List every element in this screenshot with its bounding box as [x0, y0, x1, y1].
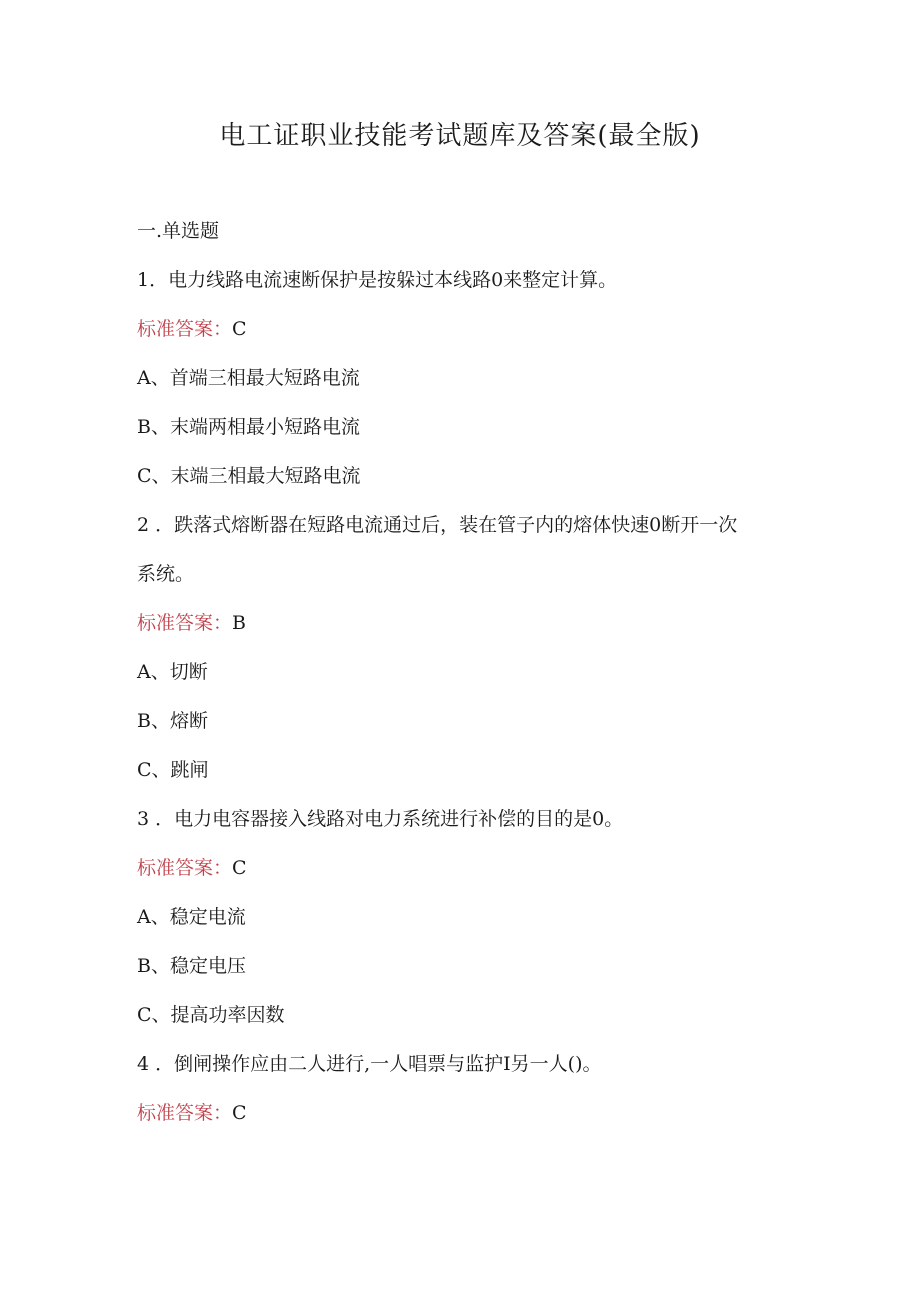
answer-label: 标准答案： [137, 612, 233, 634]
answer-value: C [232, 1102, 247, 1124]
question-3-option-c: C、提高功率因数 [137, 1004, 285, 1026]
answer-value: C [232, 318, 247, 340]
question-2-option-c: C、跳闸 [137, 759, 209, 781]
answer-value: C [232, 857, 247, 879]
answer-label: 标准答案： [137, 857, 233, 879]
section-heading: 一.单选题 [137, 220, 220, 242]
question-3-option-b: B、稳定电压 [137, 955, 246, 977]
answer-label: 标准答案： [137, 1102, 233, 1124]
question-2-answer [137, 608, 246, 638]
question-2-text-line-1: 2 ．跌落式熔断器在短路电流通过后，装在管子内的熔体快速0断开一次 [137, 514, 738, 536]
question-3-answer [137, 853, 247, 883]
question-1-text: 1．电力线路电流速断保护是按躲过本线路0来整定计算。 [137, 269, 618, 291]
question-1-option-a: A、首端三相最大短路电流 [137, 367, 360, 389]
question-1-option-c: C、末端三相最大短路电流 [137, 465, 361, 487]
answer-label: 标准答案： [137, 318, 233, 340]
question-2-option-a: A、切断 [137, 661, 208, 683]
answer-value: B [232, 612, 246, 634]
question-3-text: 3 ．电力电容器接入线路对电力系统进行补偿的目的是0。 [137, 808, 624, 830]
question-1-option-b: B、末端两相最小短路电流 [137, 416, 360, 438]
question-2-option-b: B、熔断 [137, 710, 208, 732]
question-1-answer [137, 314, 247, 344]
question-2-text-line-2: 系统。 [137, 563, 195, 585]
question-3-option-a: A、稳定电流 [137, 906, 246, 928]
question-4-text: 4 ．倒闸操作应由二人进行,一人唱票与监护I另一人()。 [137, 1053, 602, 1075]
question-4-answer [137, 1098, 247, 1128]
document-title: 电工证职业技能考试题库及答案(最全版) [219, 121, 701, 151]
